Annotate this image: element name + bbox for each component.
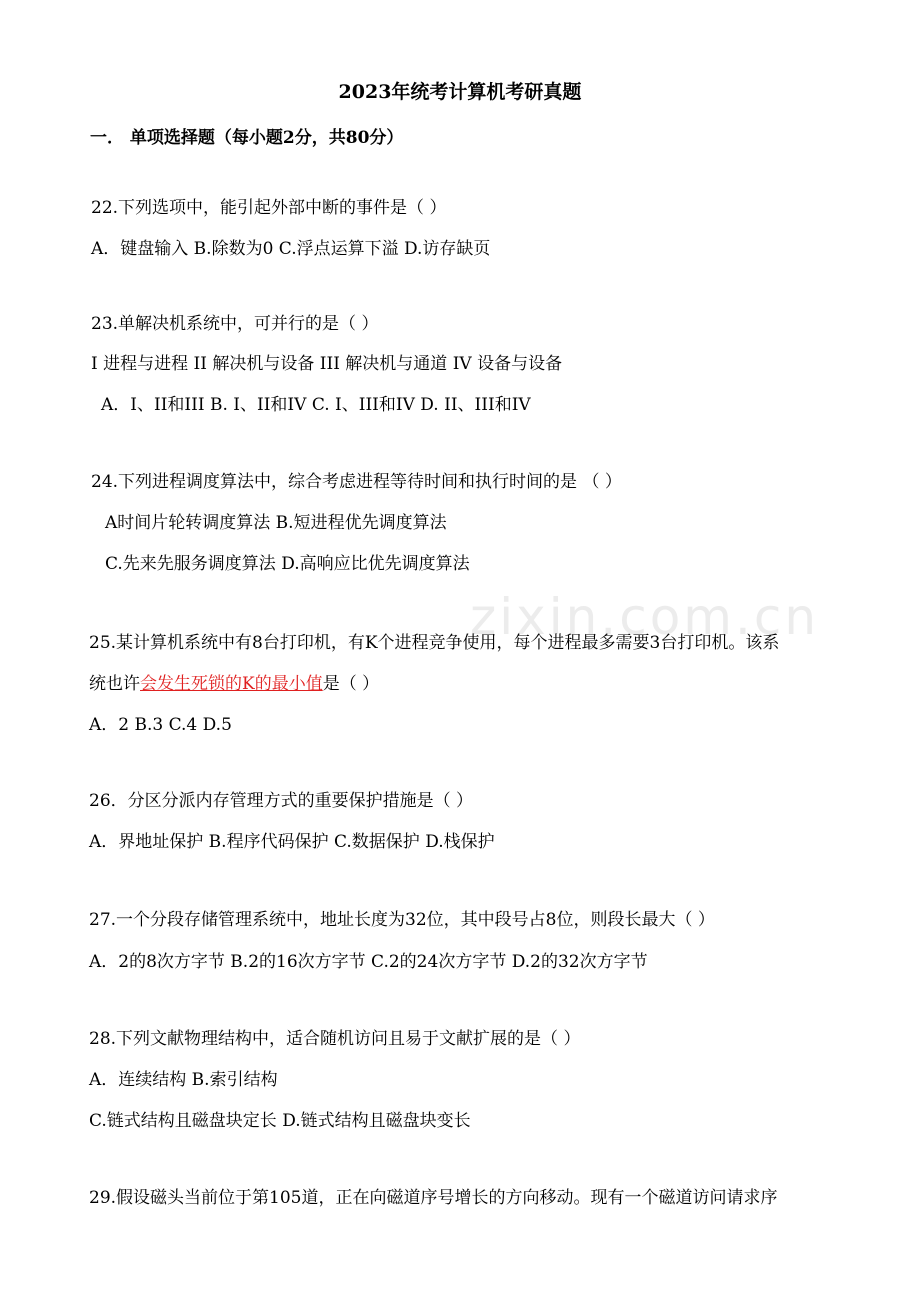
question-23-items: I 进程与进程 II 解决机与设备 III 解决机与通道 IV 设备与设备 — [91, 354, 563, 374]
question-28-stem: 28.下列文献物理结构中，适合随机访问且易于文献扩展的是（ ） — [89, 1029, 581, 1049]
question-29-stem-line-1: 29.假设磁头当前位于第105道，正在向磁道序号增长的方向移动。现有一个磁道访问请求序 — [89, 1188, 778, 1208]
question-25-stem-prefix: 统也许 — [89, 674, 140, 694]
watermark: zixin.com.cn — [470, 588, 820, 646]
question-25-stem-line-2 — [89, 673, 379, 695]
question-26-options: A．界地址保护 B.程序代码保护 C.数据保护 D.栈保护 — [89, 832, 495, 852]
question-24-options-1: A时间片轮转调度算法 B.短进程优先调度算法 — [105, 513, 447, 533]
question-23-stem: 23.单解决机系统中，可并行的是（ ） — [91, 314, 379, 334]
question-26-stem: 26．分区分派内存管理方式的重要保护措施是（ ） — [89, 791, 474, 811]
question-22-options: A．键盘输入 B.除数为0 C.浮点运算下溢 D.访存缺页 — [91, 239, 491, 259]
question-28-options-2: C.链式结构且磁盘块定长 D.链式结构且磁盘块变长 — [89, 1111, 471, 1131]
question-24-stem: 24.下列进程调度算法中，综合考虑进程等待时间和执行时间的是 （ ） — [91, 472, 622, 492]
question-25-options: A．2 B.3 C.4 D.5 — [89, 715, 232, 735]
question-25-stem-line-1: 25.某计算机系统中有8台打印机，有K个进程竞争使用，每个进程最多需要3台打印机。该系 — [89, 633, 780, 653]
section-heading: 一． 单项选择题（每小题2分，共80分） — [90, 128, 404, 148]
question-27-stem: 27.一个分段存储管理系统中，地址长度为32位，其中段号占8位，则段长最大（ ） — [89, 910, 715, 930]
question-22-stem: 22.下列选项中，能引起外部中断的事件是（ ） — [91, 198, 447, 218]
question-28-options-1: A．连续结构 B.索引结构 — [89, 1070, 278, 1090]
question-24-options-2: C.先来先服务调度算法 D.高响应比优先调度算法 — [105, 554, 470, 574]
question-27-options: A．2的8次方字节 B.2的16次方字节 C.2的24次方字节 D.2的32次方字节 — [89, 952, 648, 972]
question-23-options: A．I、II和III B. I、II和IV C. I、III和IV D. II、III和IV — [101, 395, 531, 415]
page-title: 2023年统考计算机考研真题 — [338, 81, 582, 103]
question-25-stem-suffix: 是（ ） — [322, 674, 380, 694]
question-25-highlight: 会发生死锁的K的最小值 — [140, 674, 323, 694]
